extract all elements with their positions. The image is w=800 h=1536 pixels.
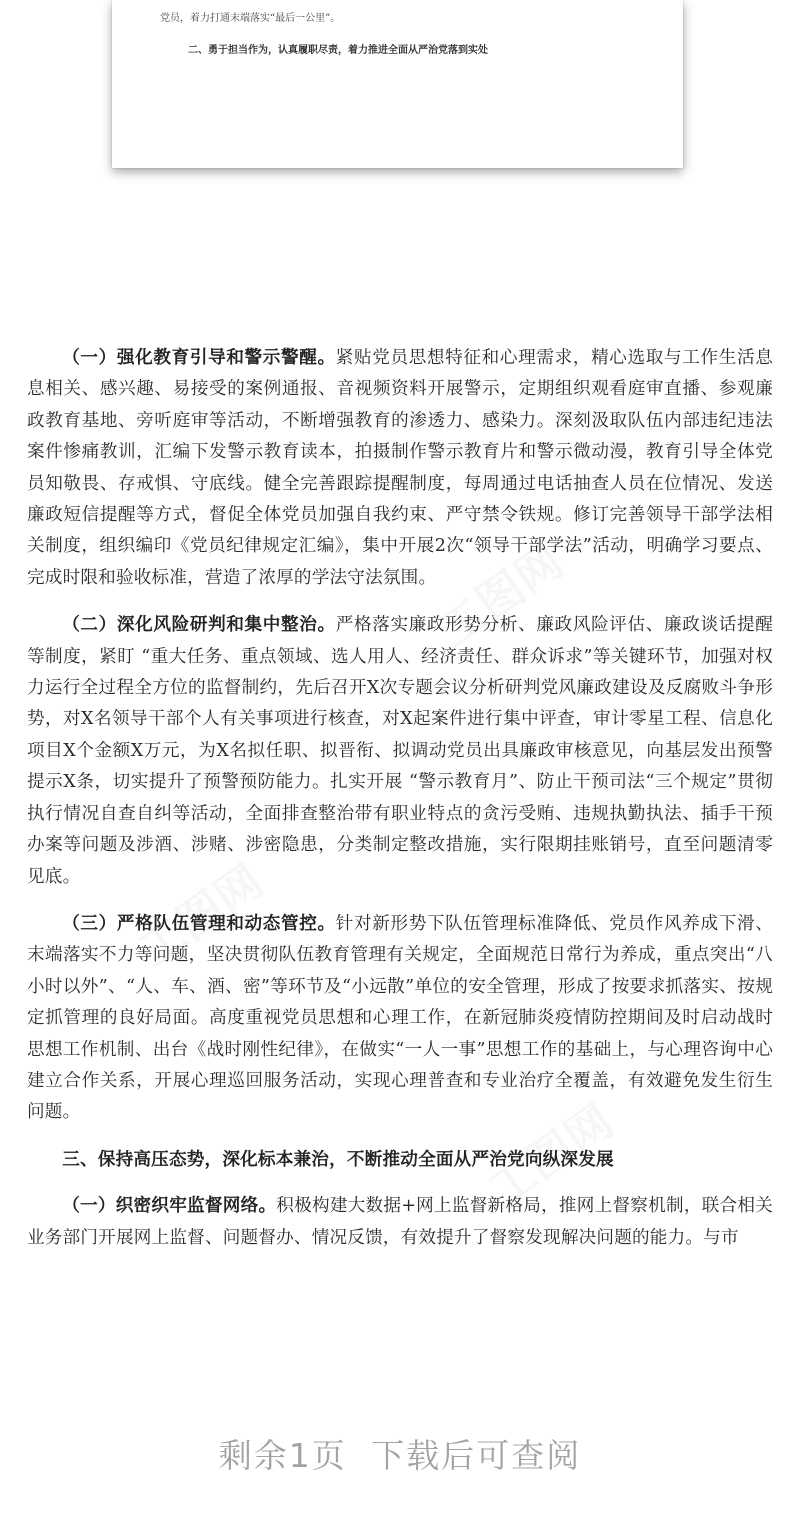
paragraph-management [27, 908, 773, 1129]
paragraph-supervision [27, 1190, 773, 1254]
document-body [27, 342, 773, 1269]
preview-heading-line: 二、勇于担当作为，认真履职尽责，着力推进全面从严治党落到实处 [188, 45, 488, 56]
paragraph-lead: （一）织密织牢监督网络。 [62, 1195, 277, 1217]
paragraph-risk [27, 609, 773, 893]
paragraph-text: 紧贴党员思想特征和心理需求，精心选取与工作生活息息相关、感兴趣、易接受的案例通报、音视频资料开展警示，定期组织观看庭审直播、参观廉政教育基地、旁听庭审等活动，不断增强教育的渗透力、感染力。深刻汲取队伍内部违纪违法案件惨痛教训，汇编下发警示教育读本，拍摄制作警示教育片和警示微动漫，教育引导全体党员知敬畏、存戒惧、守底线。健全完善跟踪提醒制度，每周通过电话抽查人员在位情况、发送廉政短信提醒等方式，督促全体党员加强自我约束、严守禁令铁规。修订完善领导干部学法相关制度，组织编印《党员纪律规定汇编》，集中开展2次“领导干部学法”活动，明确学习要点、完成时限和验收标准，营造了浓厚的学法守法氛围。 [27, 348, 773, 588]
paragraph-education [27, 342, 773, 594]
remaining-pages-banner[interactable]: 剩余1页 下载后可查阅 [218, 1436, 582, 1475]
preview-text-line: 党员，着力打通末端落实“最后一公里”。 [160, 13, 341, 24]
paragraph-text: 针对新形势下队伍管理标准降低、党员作风养成下滑、末端落实不力等问题，坚决贯彻队伍教育管理有关规定，全面规范日常行为养成，重点突出“八小时以外”、“人、车、酒、密”等环节及“小远散”单位的安全管理，形成了按要求抓落实、按规定抓管理的良好局面。高度重视党员思想和心理工作，在新冠肺炎疫情防控期间及时启动战时思想工作机制、出台《战时刚性纪律》，在做实“一人一事”思想工作的基础上，与心理咨询中心建立合作关系，开展心理巡回服务活动，实现心理普查和专业治疗全覆盖，有效避免发生衍生问题。 [27, 913, 773, 1123]
section-heading: 三、保持高压态势，深化标本兼治，不断推动全面从严治党向纵深发展 [62, 1148, 614, 1170]
paragraph-lead: （二）深化风险研判和集中整治。 [62, 614, 336, 636]
preview-page-card [112, 0, 683, 168]
paragraph-lead: （一）强化教育引导和警示警醒。 [62, 347, 336, 368]
paragraph-lead: （三）严格队伍管理和动态管控。 [62, 912, 336, 934]
paragraph-text: 积极构建大数据+网上监督新格局，推网上督察机制，联合相关业务部门开展网上监督、问题督办、情况反馈，有效提升了督察发现解决问题的能力。与市 [27, 1196, 773, 1248]
paragraph-text: 严格落实廉政形势分析、廉政风险评估、廉政谈话提醒等制度，紧盯 “重大任务、重点领域、选人用人、经济责任、群众诉求”等关键环节，加强对权力运行全过程全方位的监督制约，先后召开X次专题会议分析研判党风廉政建设及反腐败斗争形势，对X名领导干部个人有关事项进行核查，对X起案件进行集中评查，审计零星工程、信息化项目X个金额X万元，为X名拟任职、拟晋衔、拟调动党员出具廉政审核意见，向基层发出预警提示X条，切实提升了预警预防能力。扎实开展 “警示教育月”、防止干预司法“三个规定”贯彻执行情况自查自纠等活动，全面排查整治带有职业特点的贪污受贿、违规执勤执法、插手干预办案等问题及涉酒、涉赌、涉密隐患，分类制定整改措施，实行限期挂账销号，直至问题清零见底。 [27, 615, 773, 887]
